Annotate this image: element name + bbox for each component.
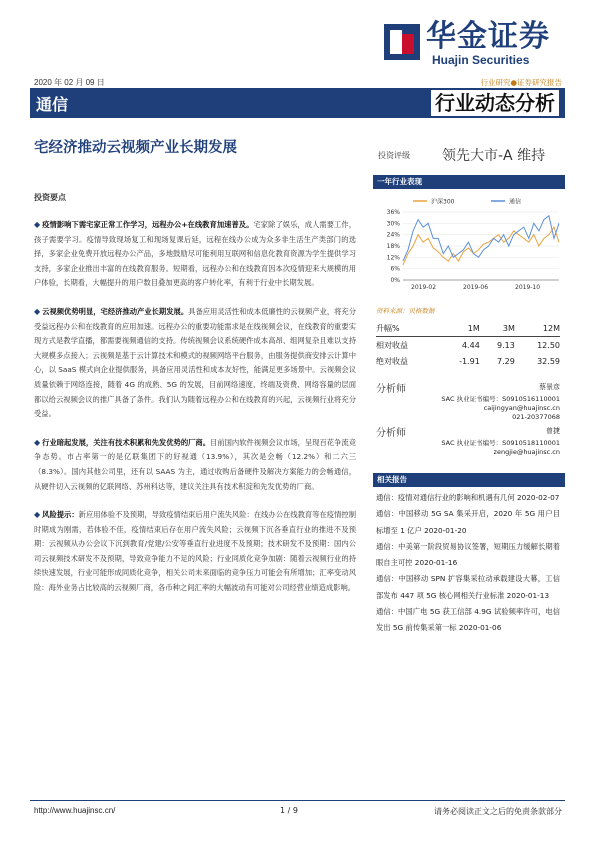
diamond-bullet-icon: ◆ [34, 510, 41, 520]
y-tick-label: 0% [390, 277, 400, 284]
y-tick-label: 36% [386, 209, 400, 216]
analyst-phone: 021-20377068 [512, 413, 560, 421]
key-point-item [34, 436, 356, 494]
key-points-heading: 投资要点 [34, 193, 66, 202]
y-tick-label: 30% [386, 220, 400, 228]
logo-mark-icon [384, 24, 420, 60]
diamond-bullet-icon: ◆ [34, 220, 41, 229]
related-report-item[interactable]: 通信：中美第一阶段贸易协议签署，短期压力缓解长期着眼自主可控 2020-01-16 [376, 541, 560, 568]
key-point-item [34, 305, 356, 422]
analyst-license: SAC 执业证书编号：S0910516110001 [441, 395, 560, 403]
legend-label: 沪深300 [431, 198, 455, 206]
analyst-role: 分析师 [376, 428, 406, 439]
y-tick-label: 18% [386, 243, 400, 250]
table-header-cell: 12M [515, 320, 560, 337]
key-points-list [34, 218, 356, 610]
analyst-card [376, 380, 560, 422]
key-point-body: 具备应用灵活性和成本低廉性的云视频产业，将充分受益远程办公和在线教育的应用加速。远程办公的重要功能需求是在线视频会议，在线教育的重要实现方式是教学直播，都需要视频通信的支持。传统视频会议系统硬件成本高昂、组网复杂且难以支持大规模多点接入；云视频是基于云计算技术和模式的视频网络平台服务，由服务提供商安排云计算中心，以 SaaS 模式向企业提供服务，具备应用灵活性和成本友好性，能满足更多场景中。云视频会议质量依赖于网络连接，随着 4G 的成熟、5G 的发展，目前网络速度、终端及资费、网络容量的层面都以给云视频会议的推广具备了条件。我们认为随着远程办公和在线教育的兴起，云视频行业将充分受益。 [34, 306, 357, 419]
related-report-item[interactable]: 通信：中国移动 5G SA 集采开启，2020 年 5G 用户目标增至 1 亿户 2020-01-20 [376, 509, 560, 535]
table-cell: 12.50 [537, 340, 560, 350]
rating-label: 投资评级 [378, 151, 410, 160]
x-tick-label: 2019-06 [463, 284, 489, 291]
table-header-cell: 3M [480, 320, 515, 337]
performance-chart [373, 190, 565, 300]
key-point-body: 新应用体验不及预期，导致疫情结束后用户流失风险：在线办公在线教育等在疫情控制时期成为刚需，若体验不佳，疫情结束后存在用户流失风险；云视频下沉各垂直行业的推进不及预期：云视频从办公会议下沉到教育/党建/公安等垂直行业进度不及预期；技术研发不及预期：国内公司云视频技术研发不及预期，导致竞争能力不足的风险；行业同质化竞争加剧：随着云视频行业的持续快速发展，行业可能形成同质化竞争，相关公司未来面临的竞争压力可能会有所增加；汇率变动风险：海外业务占比较高的云视频厂商，各币种之间汇率的大幅波动有可能对公司经营业绩造成影响。 [34, 510, 357, 593]
table-header-cell: 升幅% [376, 320, 439, 337]
key-point-body: 目前国内软件视频会议市场，呈现百花争流竞争态势。市占率第一的是亿联集团下的好视通（13.9%），其次是会畅（12.2%）和二六三（8.3%）。国内其他公司里，还有以 SAAS 为主，通过收购后备硬件及解决方案能力的会畅通信，从硬件切入云视频的亿联网络、苏州科达等，建议关注具有技术积淀和先发优势的厂商。 [34, 437, 357, 491]
table-cell: 相对收益 [376, 340, 408, 350]
header-band [30, 88, 565, 118]
analyst-card [376, 424, 560, 457]
report-title: 宅经济推动云视频产业长期发展 [34, 140, 237, 156]
analyst-email[interactable]: zengjie@huajinsc.cn [493, 448, 560, 456]
x-tick-label: 2019-10 [515, 284, 541, 291]
related-report-item[interactable]: 通信：中国广电 5G 获工信部 4.9G 试验频率许可，电信发出 5G 前传集采第一标 2020-01-06 [376, 607, 560, 633]
table-header-cell: 1M [439, 320, 480, 337]
analyst-license: SAC 执业证书编号：S0910518110001 [441, 439, 560, 447]
table-cell: -1.91 [459, 356, 480, 366]
brand-name-en: Huajin Securities [432, 53, 530, 67]
key-point-lead: 云视频优势明显，宅经济推动产业长期发展。 [42, 306, 189, 316]
related-report-item[interactable]: 通信：疫情对通信行业的影响和机遇有几何 2020-02-07 [376, 493, 560, 502]
related-report-item[interactable]: 通信：中国移动 SPN 扩容集采拉动承载建设大幕，工信部发布 447 项 5G 核心网相关行业标准 2020-01-13 [376, 574, 560, 600]
diamond-bullet-icon: ◆ [34, 306, 41, 316]
key-point-item [34, 508, 356, 596]
report-category: 行业研究●证券研究报告 [480, 78, 562, 87]
table-cell: 9.13 [497, 340, 515, 350]
report-date: 2020 年 02 月 09 日 [34, 78, 105, 87]
disclaimer-note: 请务必阅读正文之后的免责条款部分 [434, 807, 562, 816]
company-logo [384, 24, 420, 60]
key-point-lead: 行业暗起发展，关注有技术积累和先发优势的厂商。 [42, 437, 211, 447]
related-reports-heading: 相关报告 [373, 473, 565, 487]
table-header-row [376, 320, 560, 337]
industry-name: 通信 [36, 95, 69, 114]
table-cell: 32.59 [537, 356, 560, 366]
x-tick-label: 2019-02 [411, 284, 437, 291]
key-point-lead: 疫情影响下需宅家正常工作学习，远程办公+在线教育加速普及。 [42, 220, 254, 229]
table-cell: 绝对收益 [376, 356, 408, 366]
chart-source: 资料来源：贝格数据 [376, 307, 435, 315]
legend-label: 通信 [509, 198, 522, 206]
y-tick-label: 12% [386, 254, 400, 262]
diamond-bullet-icon: ◆ [34, 437, 41, 447]
analyst-name: 曾捷 [546, 427, 560, 435]
performance-table [376, 320, 560, 369]
y-tick-label: 24% [386, 231, 400, 239]
performance-heading: 一年行业表现 [373, 175, 565, 189]
footer-url[interactable]: http://www.huajinsc.cn/ [34, 806, 116, 815]
related-reports-list [376, 490, 560, 637]
analyst-email[interactable]: caijingyan@huajinsc.cn [483, 404, 560, 412]
footer-divider [30, 800, 565, 801]
rating-value: 领先大市-A 维持 [442, 148, 546, 164]
table-cell: 4.44 [461, 340, 480, 350]
key-point-lead: 风险提示： [42, 510, 79, 520]
analyst-name: 蔡景彦 [539, 383, 560, 391]
report-type: 行业动态分析 [431, 90, 559, 116]
table-row [376, 353, 560, 369]
brand-name-cn: 华金证券 [426, 19, 550, 54]
analyst-role: 分析师 [376, 384, 406, 395]
table-row [376, 337, 560, 354]
page-number: 1 / 9 [280, 806, 298, 815]
y-tick-label: 6% [390, 265, 400, 273]
table-cell: 7.29 [497, 356, 515, 366]
key-point-item [34, 218, 356, 291]
key-point-body: 宅家除了娱乐，成人需要工作，孩子需要学习。疫情导致现场复工和现场复课后延，远程在线办公成为众多非生活生产类部门的选择，多家企业免费开放远程办公产品，多地鼓励尽可能利用互联网和信息化教育资源为学生提供学习支持，多家企业推出丰富的在线教育服务。短期看，远程办公和在线教育因本次疫情迎来大规模的用户体验，长期看，大幅提升的用户数目叠加更高的客户转化率，有利于行业中长期发展。 [34, 220, 357, 288]
